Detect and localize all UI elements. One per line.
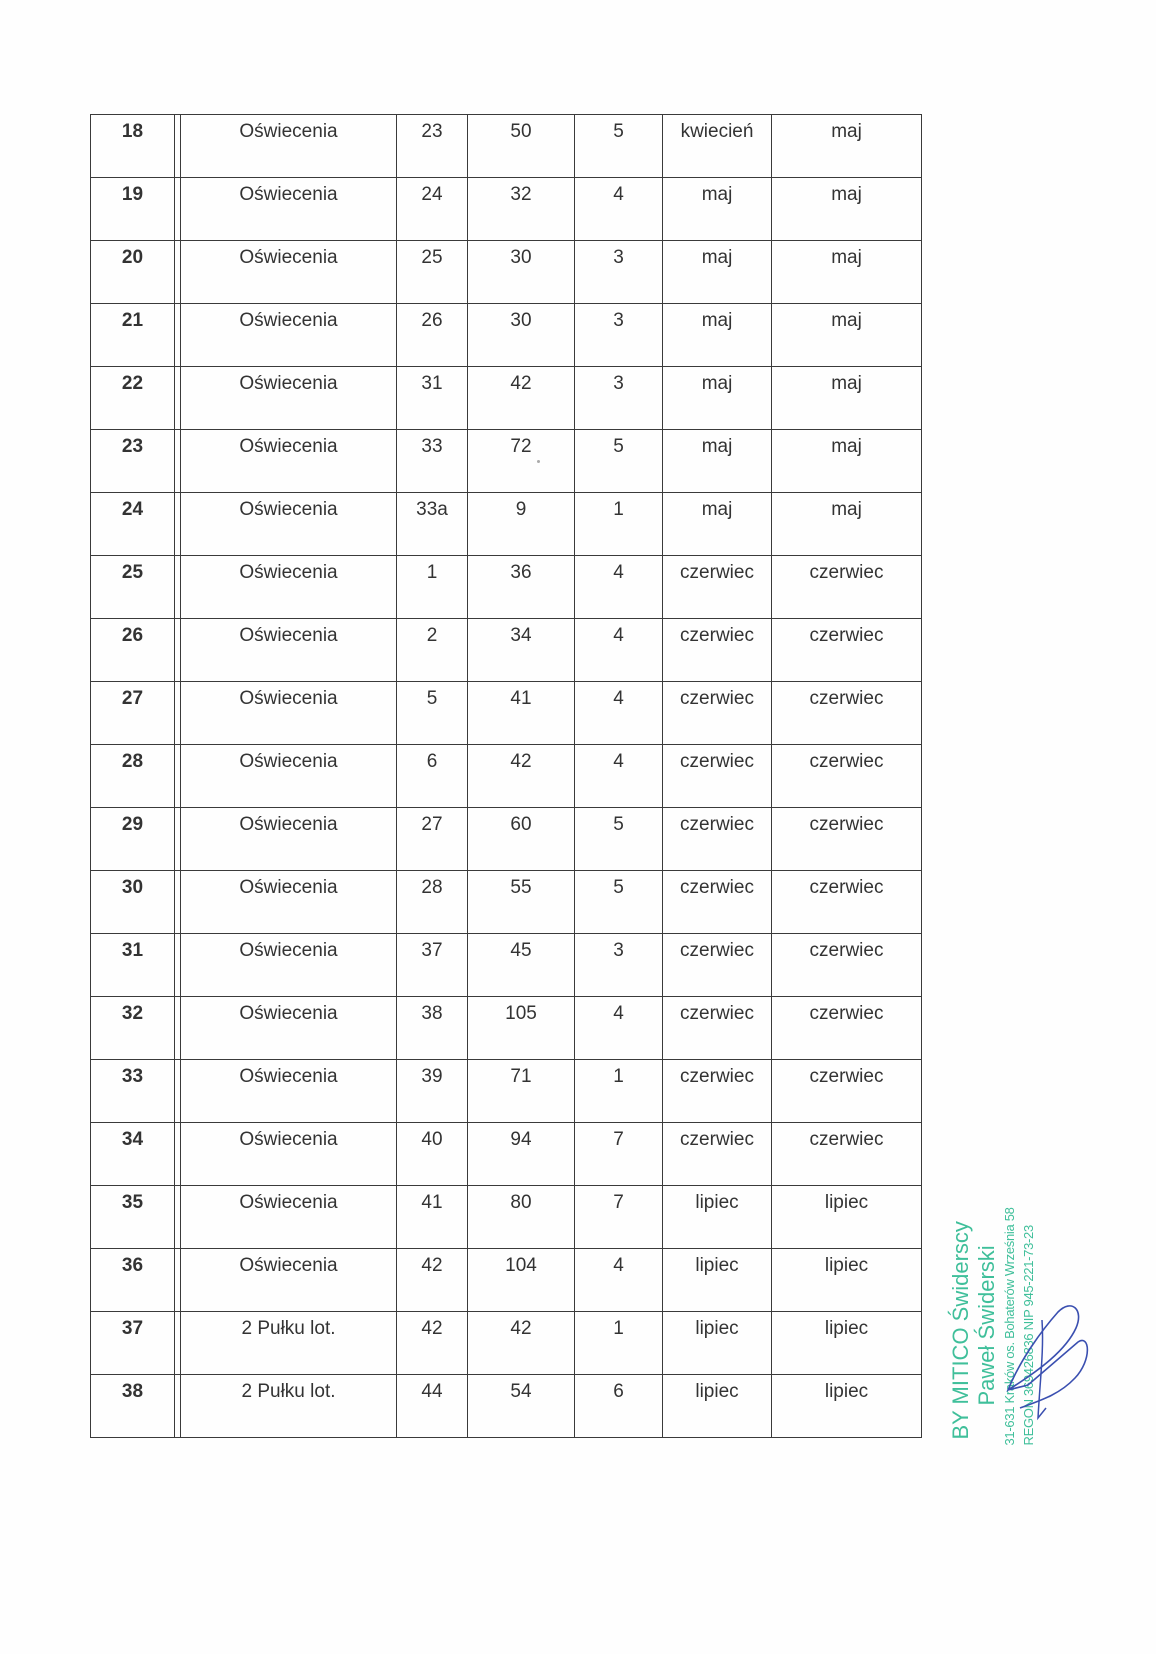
building-number-cell: 42	[397, 1249, 468, 1312]
street-cell: Oświecenia	[181, 430, 397, 493]
row-number-cell: 34	[91, 1123, 175, 1186]
start-month-cell: maj	[663, 493, 772, 556]
units-count-cell: 71	[468, 1060, 575, 1123]
street-cell: Oświecenia	[181, 682, 397, 745]
street-cell: Oświecenia	[181, 367, 397, 430]
start-month-cell: kwiecień	[663, 115, 772, 178]
table-row	[91, 241, 922, 304]
staircases-count-cell: 3	[575, 304, 663, 367]
street-cell: Oświecenia	[181, 808, 397, 871]
units-count-cell: 32	[468, 178, 575, 241]
stamp-address: 31-631 Kraków os. Bohaterów Września 58	[1002, 1206, 1017, 1445]
row-number-cell: 35	[91, 1186, 175, 1249]
end-month-cell: lipiec	[772, 1249, 922, 1312]
table-row	[91, 934, 922, 997]
end-month-cell: czerwiec	[772, 619, 922, 682]
staircases-count-cell: 4	[575, 619, 663, 682]
end-month-cell: czerwiec	[772, 745, 922, 808]
row-number-cell: 28	[91, 745, 175, 808]
staircases-count-cell: 5	[575, 115, 663, 178]
table-row	[91, 1249, 922, 1312]
table-row	[91, 1375, 922, 1438]
end-month-cell: maj	[772, 367, 922, 430]
staircases-count-cell: 4	[575, 745, 663, 808]
table-row	[91, 997, 922, 1060]
street-cell: Oświecenia	[181, 871, 397, 934]
building-number-cell: 33	[397, 430, 468, 493]
street-cell: Oświecenia	[181, 493, 397, 556]
building-number-cell: 31	[397, 367, 468, 430]
units-count-cell: 42	[468, 1312, 575, 1375]
row-number-cell: 24	[91, 493, 175, 556]
building-number-cell: 39	[397, 1060, 468, 1123]
row-number-cell: 21	[91, 304, 175, 367]
staircases-count-cell: 3	[575, 367, 663, 430]
row-number-cell: 33	[91, 1060, 175, 1123]
building-number-cell: 26	[397, 304, 468, 367]
units-count-cell: 34	[468, 619, 575, 682]
company-stamp	[948, 1180, 1068, 1445]
building-number-cell: 1	[397, 556, 468, 619]
end-month-cell: maj	[772, 430, 922, 493]
staircases-count-cell: 7	[575, 1123, 663, 1186]
start-month-cell: lipiec	[663, 1312, 772, 1375]
units-count-cell: 72	[468, 430, 575, 493]
building-number-cell: 42	[397, 1312, 468, 1375]
schedule-table-body	[91, 115, 922, 1438]
end-month-cell: czerwiec	[772, 556, 922, 619]
staircases-count-cell: 7	[575, 1186, 663, 1249]
table-row	[91, 430, 922, 493]
row-number-cell: 36	[91, 1249, 175, 1312]
end-month-cell: czerwiec	[772, 871, 922, 934]
staircases-count-cell: 3	[575, 934, 663, 997]
start-month-cell: czerwiec	[663, 556, 772, 619]
start-month-cell: czerwiec	[663, 1060, 772, 1123]
units-count-cell: 42	[468, 367, 575, 430]
stamp-registration-numbers: REGON 369426836 NIP 945-221-73-23	[1021, 1224, 1036, 1445]
staircases-count-cell: 4	[575, 1249, 663, 1312]
staircases-count-cell: 1	[575, 493, 663, 556]
start-month-cell: lipiec	[663, 1375, 772, 1438]
start-month-cell: maj	[663, 304, 772, 367]
building-number-cell: 25	[397, 241, 468, 304]
street-cell: Oświecenia	[181, 1060, 397, 1123]
row-number-cell: 20	[91, 241, 175, 304]
start-month-cell: czerwiec	[663, 934, 772, 997]
staircases-count-cell: 1	[575, 1312, 663, 1375]
schedule-table	[90, 114, 922, 1438]
end-month-cell: czerwiec	[772, 934, 922, 997]
end-month-cell: czerwiec	[772, 997, 922, 1060]
table-row	[91, 808, 922, 871]
row-number-cell: 30	[91, 871, 175, 934]
start-month-cell: czerwiec	[663, 808, 772, 871]
start-month-cell: czerwiec	[663, 871, 772, 934]
staircases-count-cell: 6	[575, 1375, 663, 1438]
building-number-cell: 6	[397, 745, 468, 808]
building-number-cell: 5	[397, 682, 468, 745]
street-cell: Oświecenia	[181, 997, 397, 1060]
company-stamp-text	[948, 1180, 1068, 1445]
end-month-cell: czerwiec	[772, 808, 922, 871]
row-number-cell: 37	[91, 1312, 175, 1375]
street-cell: Oświecenia	[181, 178, 397, 241]
building-number-cell: 33a	[397, 493, 468, 556]
table-row	[91, 556, 922, 619]
staircases-count-cell: 5	[575, 430, 663, 493]
table-row	[91, 1123, 922, 1186]
row-number-cell: 38	[91, 1375, 175, 1438]
table-row	[91, 367, 922, 430]
end-month-cell: maj	[772, 178, 922, 241]
table-row	[91, 619, 922, 682]
row-number-cell: 18	[91, 115, 175, 178]
building-number-cell: 27	[397, 808, 468, 871]
end-month-cell: maj	[772, 493, 922, 556]
row-number-cell: 22	[91, 367, 175, 430]
end-month-cell: maj	[772, 115, 922, 178]
row-number-cell: 19	[91, 178, 175, 241]
start-month-cell: czerwiec	[663, 1123, 772, 1186]
end-month-cell: maj	[772, 241, 922, 304]
start-month-cell: maj	[663, 241, 772, 304]
end-month-cell: czerwiec	[772, 1060, 922, 1123]
start-month-cell: maj	[663, 430, 772, 493]
building-number-cell: 37	[397, 934, 468, 997]
staircases-count-cell: 4	[575, 682, 663, 745]
end-month-cell: maj	[772, 304, 922, 367]
stamp-person-name: Paweł Świderski	[974, 1244, 999, 1405]
street-cell: 2 Pułku lot.	[181, 1375, 397, 1438]
street-cell: Oświecenia	[181, 241, 397, 304]
row-number-cell: 27	[91, 682, 175, 745]
units-count-cell: 104	[468, 1249, 575, 1312]
staircases-count-cell: 5	[575, 808, 663, 871]
stamp-company-name: BY MITICO Świderscy	[948, 1220, 973, 1439]
building-number-cell: 24	[397, 178, 468, 241]
start-month-cell: czerwiec	[663, 619, 772, 682]
units-count-cell: 30	[468, 304, 575, 367]
row-number-cell: 23	[91, 430, 175, 493]
staircases-count-cell: 4	[575, 997, 663, 1060]
units-count-cell: 105	[468, 997, 575, 1060]
row-number-cell: 31	[91, 934, 175, 997]
staircases-count-cell: 1	[575, 1060, 663, 1123]
street-cell: Oświecenia	[181, 304, 397, 367]
staircases-count-cell: 4	[575, 178, 663, 241]
end-month-cell: lipiec	[772, 1186, 922, 1249]
table-row	[91, 304, 922, 367]
units-count-cell: 50	[468, 115, 575, 178]
building-number-cell: 41	[397, 1186, 468, 1249]
building-number-cell: 38	[397, 997, 468, 1060]
street-cell: Oświecenia	[181, 1249, 397, 1312]
street-cell: Oświecenia	[181, 745, 397, 808]
table-row	[91, 871, 922, 934]
start-month-cell: czerwiec	[663, 745, 772, 808]
table-row	[91, 1312, 922, 1375]
start-month-cell: czerwiec	[663, 997, 772, 1060]
table-row	[91, 178, 922, 241]
building-number-cell: 2	[397, 619, 468, 682]
row-number-cell: 32	[91, 997, 175, 1060]
table-row	[91, 115, 922, 178]
street-cell: 2 Pułku lot.	[181, 1312, 397, 1375]
row-number-cell: 25	[91, 556, 175, 619]
units-count-cell: 36	[468, 556, 575, 619]
row-number-cell: 26	[91, 619, 175, 682]
staircases-count-cell: 4	[575, 556, 663, 619]
building-number-cell: 28	[397, 871, 468, 934]
table-row	[91, 682, 922, 745]
start-month-cell: lipiec	[663, 1186, 772, 1249]
units-count-cell: 60	[468, 808, 575, 871]
units-count-cell: 55	[468, 871, 575, 934]
row-number-cell: 29	[91, 808, 175, 871]
table-row	[91, 1060, 922, 1123]
street-cell: Oświecenia	[181, 1123, 397, 1186]
end-month-cell: czerwiec	[772, 682, 922, 745]
units-count-cell: 45	[468, 934, 575, 997]
units-count-cell: 54	[468, 1375, 575, 1438]
street-cell: Oświecenia	[181, 1186, 397, 1249]
building-number-cell: 40	[397, 1123, 468, 1186]
start-month-cell: czerwiec	[663, 682, 772, 745]
table-row	[91, 1186, 922, 1249]
units-count-cell: 30	[468, 241, 575, 304]
end-month-cell: czerwiec	[772, 1123, 922, 1186]
start-month-cell: maj	[663, 367, 772, 430]
street-cell: Oświecenia	[181, 619, 397, 682]
units-count-cell: 80	[468, 1186, 575, 1249]
units-count-cell: 41	[468, 682, 575, 745]
table-row	[91, 493, 922, 556]
units-count-cell: 94	[468, 1123, 575, 1186]
end-month-cell: lipiec	[772, 1312, 922, 1375]
start-month-cell: lipiec	[663, 1249, 772, 1312]
building-number-cell: 23	[397, 115, 468, 178]
start-month-cell: maj	[663, 178, 772, 241]
street-cell: Oświecenia	[181, 115, 397, 178]
street-cell: Oświecenia	[181, 556, 397, 619]
street-cell: Oświecenia	[181, 934, 397, 997]
staircases-count-cell: 5	[575, 871, 663, 934]
end-month-cell: lipiec	[772, 1375, 922, 1438]
staircases-count-cell: 3	[575, 241, 663, 304]
units-count-cell: 9	[468, 493, 575, 556]
units-count-cell: 42	[468, 745, 575, 808]
table-row	[91, 745, 922, 808]
building-number-cell: 44	[397, 1375, 468, 1438]
